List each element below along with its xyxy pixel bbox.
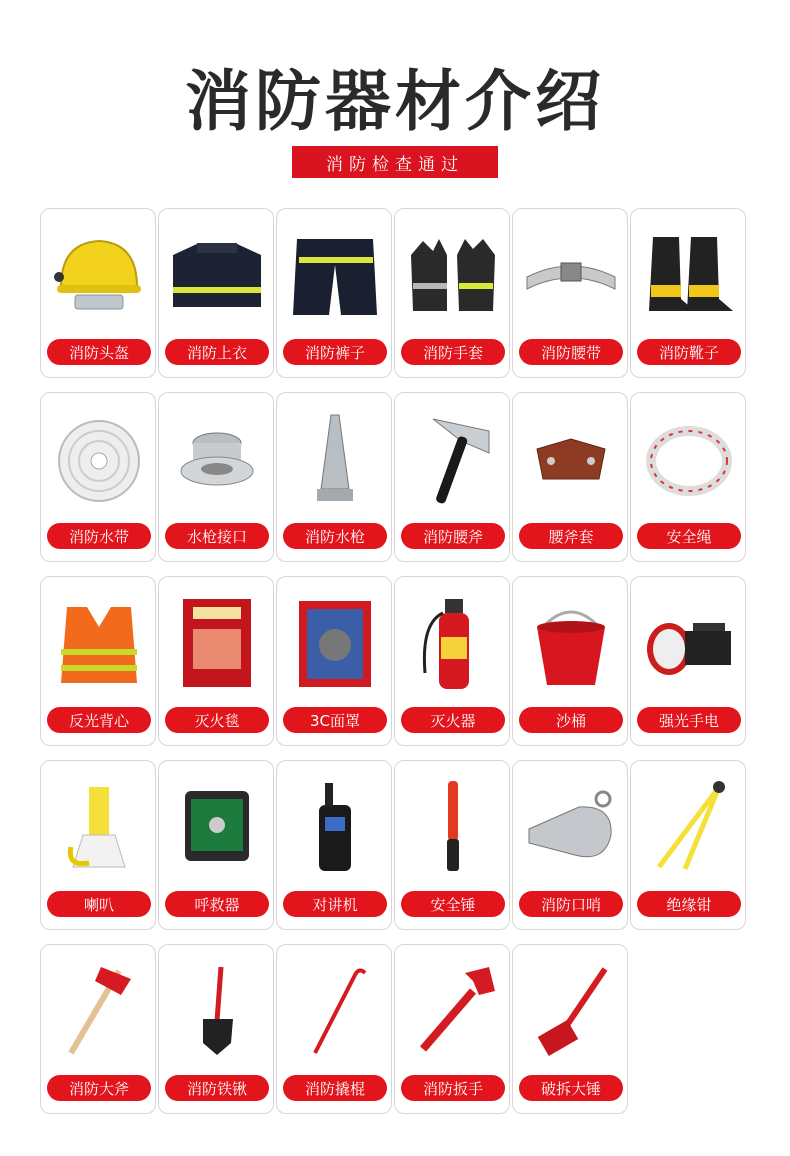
- rope-icon: [635, 401, 743, 517]
- item-label: 消防铁锹: [165, 1075, 269, 1101]
- item-label: 消防腰带: [519, 339, 623, 365]
- item-card: [276, 944, 392, 1114]
- fire-blanket-icon: [163, 585, 271, 701]
- gloves-icon: [399, 217, 507, 333]
- item-card: [630, 208, 746, 378]
- page-title: 消防器材介绍: [185, 63, 605, 140]
- nozzle-icon: [281, 401, 389, 517]
- item-label: 灭火毯: [165, 707, 269, 733]
- item-card: [40, 208, 156, 378]
- item-card: [158, 944, 274, 1114]
- axe-holster-icon: [517, 401, 625, 517]
- item-label: 消防扳手: [401, 1075, 505, 1101]
- wrench-icon: [399, 953, 507, 1069]
- item-card: [630, 576, 746, 746]
- item-label: 绝缘钳: [637, 891, 741, 917]
- item-card: [394, 208, 510, 378]
- item-card: [276, 392, 392, 562]
- item-card: [40, 392, 156, 562]
- item-card: [40, 944, 156, 1114]
- item-card: [512, 760, 628, 930]
- item-label: 对讲机: [283, 891, 387, 917]
- item-label: 反光背心: [47, 707, 151, 733]
- item-card: [630, 392, 746, 562]
- item-card: [394, 576, 510, 746]
- big-axe-icon: [45, 953, 153, 1069]
- mask-box-icon: [281, 585, 389, 701]
- item-card: [394, 944, 510, 1114]
- insulated-cutter-icon: [635, 769, 743, 885]
- flashlight-icon: [635, 585, 743, 701]
- safety-baton-icon: [399, 769, 507, 885]
- item-label: 消防手套: [401, 339, 505, 365]
- pants-icon: [281, 217, 389, 333]
- item-card: [630, 760, 746, 930]
- sledgehammer-icon: [517, 953, 625, 1069]
- walkie-talkie-icon: [281, 769, 389, 885]
- distress-signal-icon: [163, 769, 271, 885]
- item-label: 消防大斧: [47, 1075, 151, 1101]
- item-card: [276, 576, 392, 746]
- item-label: 3C面罩: [283, 707, 387, 733]
- whistle-icon: [517, 769, 625, 885]
- item-card: [158, 576, 274, 746]
- hose-icon: [45, 401, 153, 517]
- item-label: 消防靴子: [637, 339, 741, 365]
- sand-bucket-icon: [517, 585, 625, 701]
- item-card: [512, 944, 628, 1114]
- item-label: 喇叭: [47, 891, 151, 917]
- item-card: [158, 208, 274, 378]
- item-card: [276, 760, 392, 930]
- item-card: [394, 392, 510, 562]
- item-label: 消防口哨: [519, 891, 623, 917]
- item-label: 消防撬棍: [283, 1075, 387, 1101]
- item-label: 水枪接口: [165, 523, 269, 549]
- item-label: 沙桶: [519, 707, 623, 733]
- item-card: [158, 392, 274, 562]
- subtitle-banner: 消防检查通过: [292, 146, 498, 178]
- item-label: 消防水带: [47, 523, 151, 549]
- helmet-icon: [45, 217, 153, 333]
- item-label: 消防腰斧: [401, 523, 505, 549]
- item-card: [276, 208, 392, 378]
- item-label: 消防头盔: [47, 339, 151, 365]
- item-label: 消防水枪: [283, 523, 387, 549]
- coupling-icon: [163, 401, 271, 517]
- item-label: 消防上衣: [165, 339, 269, 365]
- item-card: [40, 760, 156, 930]
- item-label: 安全锤: [401, 891, 505, 917]
- extinguisher-icon: [399, 585, 507, 701]
- item-card: [158, 760, 274, 930]
- item-card: [512, 576, 628, 746]
- item-label: 灭火器: [401, 707, 505, 733]
- item-label: 破拆大锤: [519, 1075, 623, 1101]
- crowbar-icon: [281, 953, 389, 1069]
- jacket-icon: [163, 217, 271, 333]
- item-card: [40, 576, 156, 746]
- item-label: 安全绳: [637, 523, 741, 549]
- item-label: 腰斧套: [519, 523, 623, 549]
- vest-icon: [45, 585, 153, 701]
- waist-axe-icon: [399, 401, 507, 517]
- boots-icon: [635, 217, 743, 333]
- megaphone-icon: [45, 769, 153, 885]
- item-card: [512, 392, 628, 562]
- shovel-icon: [163, 953, 271, 1069]
- item-card: [394, 760, 510, 930]
- item-label: 消防裤子: [283, 339, 387, 365]
- item-label: 呼救器: [165, 891, 269, 917]
- item-label: 强光手电: [637, 707, 741, 733]
- item-card: [512, 208, 628, 378]
- belt-icon: [517, 217, 625, 333]
